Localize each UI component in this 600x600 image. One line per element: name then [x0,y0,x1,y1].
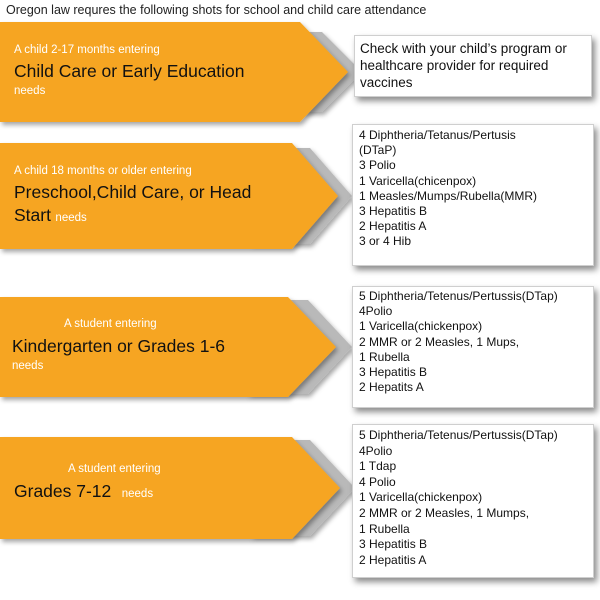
list-item: 3 Hepatitis B [359,537,428,552]
section-3-needs: needs [12,360,44,372]
section-4-needs: needs [121,488,154,500]
section-3-heading: Kindergarten or Grades 1-6 [12,336,226,356]
list-item: 2 Hepatitis A [359,552,427,567]
section-1-heading: Child Care or Early Education [14,61,245,81]
section-3-list-box [352,286,594,408]
section-4-list [359,428,558,568]
list-item: 2 Hepatits A [359,380,424,395]
list-item: 4Polio [359,443,393,458]
list-item: 3 Hepatitis B [359,365,428,380]
list-item: 4Polio [359,304,393,319]
section-4-intro: A student entering [68,463,161,475]
section-2-heading-line2: Start [14,205,51,225]
list-item: 1 Rubella [359,349,410,364]
list-item: 1 Varicella(chicenpox) [359,173,477,188]
section-3-list [359,289,558,395]
section-4-list-box [352,424,594,578]
section-2-needs: needs [55,212,87,224]
list-item: 4 Diphtheria/Tetanus/Pertusis [359,128,516,142]
section-2-list [359,128,537,250]
list-item: 3 Hepatitis B [359,204,428,219]
list-item: 3 or 4 Hib [359,234,412,249]
list-item: 1 Measles/Mumps/Rubella(MMR) [359,188,538,203]
section-1-note: Check with your child’s program or healthcare provider for required vaccines [360,41,567,90]
section-2-intro: A child 18 months or older entering [14,165,192,177]
list-item: 3 Polio [359,158,396,173]
page-title: Oregon law requres the following shots for school and child care attendance [6,3,427,17]
list-item: 5 Diphtheria/Tetenus/Pertussis(DTap) [359,289,558,303]
list-item: 2 MMR or 2 Measles, 1 Mups, [359,334,520,349]
list-item: 1 Varicella(chickenpox) [359,319,483,334]
list-item: 2 Hepatitis A [359,219,427,234]
list-item: (DTaP) [359,143,397,158]
list-item: 1 Tdap [359,459,397,474]
list-item: 5 Diphtheria/Tetenus/Pertussis(DTap) [359,428,558,442]
section-1-note-box [354,35,592,97]
section-3-intro: A student entering [64,318,157,330]
section-1-intro: A child 2-17 months entering [14,44,160,56]
list-item: 1 Varicella(chickenpox) [359,490,483,505]
section-1-needs: needs [14,85,46,97]
section-2-heading-line2-group [14,205,87,226]
list-item: 1 Rubella [359,521,410,536]
section-2-heading-line1: Preschool,Child Care, or Head [14,182,252,202]
section-2-list-box [352,124,594,266]
list-item: 4 Polio [359,474,396,489]
list-item: 2 MMR or 2 Measles, 1 Mumps, [359,505,530,520]
section-4-heading: Grades 7-12 [14,481,112,501]
section-4-heading-group [14,481,153,502]
